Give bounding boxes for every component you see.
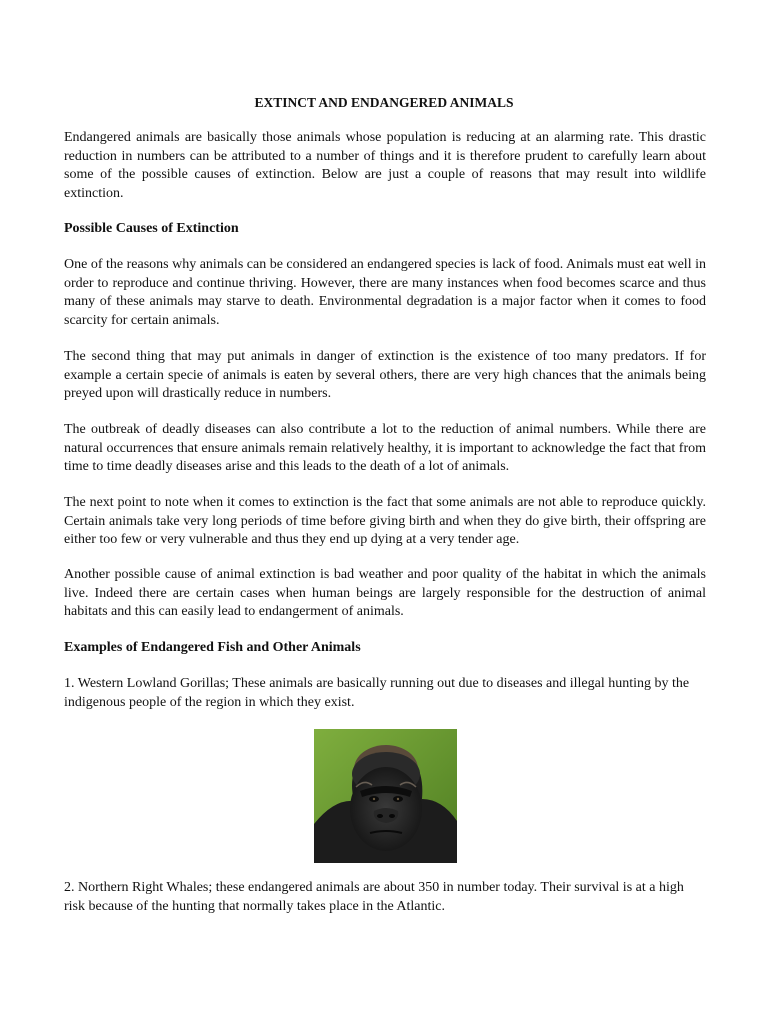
document-title: EXTINCT AND ENDANGERED ANIMALS (254, 95, 514, 110)
examples-heading: Examples of Endangered Fish and Other Animals (64, 640, 361, 655)
cause-paragraph-diseases: The outbreak of deadly diseases can also contribute a lot to the reduction of animal numbers. While there are natural occurrences that ensure animals remain relatively healthy, it is important to acknowledge the fact that from time to time deadly diseases arise and this leads to the death of a lot of animals. (64, 422, 706, 475)
cause-paragraph-reproduction: The next point to note when it comes to extinction is the fact that some animals are not able to reproduce quickly. Certain animals take very long periods of time before giving birth and when they do give birth, their offspring are either too few or very vulnerable and thus they end up dying at a very tender age. (64, 495, 706, 548)
causes-heading: Possible Causes of Extinction (64, 221, 239, 236)
gorilla-image (314, 729, 457, 863)
gorilla-photo (314, 729, 457, 863)
example-item-gorillas: 1. Western Lowland Gorillas; These animals are basically running out due to diseases and illegal hunting by the indigenous people of the region in which they exist. (64, 676, 690, 710)
intro-paragraph: Endangered animals are basically those animals whose population is reducing at an alarming rate. This drastic reduction in numbers can be attributed to a number of things and it is therefore prudent to carefully learn about some of the possible causes of extinction. Below are just a couple of reasons that may result into wildlife extinction. (64, 130, 706, 201)
cause-paragraph-predators: The second thing that may put animals in danger of extinction is the existence of too many predators. If for example a certain specie of animals is eaten by several others, there are very high chances that the animals being preyed upon will drastically reduce in numbers. (64, 349, 706, 402)
example-item-whales: 2. Northern Right Whales; these endangered animals are about 350 in number today. Their survival is at a high risk because of the hunting that normally takes place in the Atlantic. (64, 880, 684, 914)
cause-paragraph-food: One of the reasons why animals can be considered an endangered species is lack of food. Animals must eat well in order to reproduce and continue thriving. However, there are many instances when food becomes scarce and thus many of these animals may starve to death. Environmental degradation is a major factor when it comes to food scarcity for certain animals. (64, 257, 706, 328)
cause-paragraph-habitat: Another possible cause of animal extinction is bad weather and poor quality of the habitat in which the animals live. Indeed there are certain cases when human beings are largely responsible for the destruction of animal habitats and this can easily lead to endangerment of animals. (64, 567, 706, 620)
